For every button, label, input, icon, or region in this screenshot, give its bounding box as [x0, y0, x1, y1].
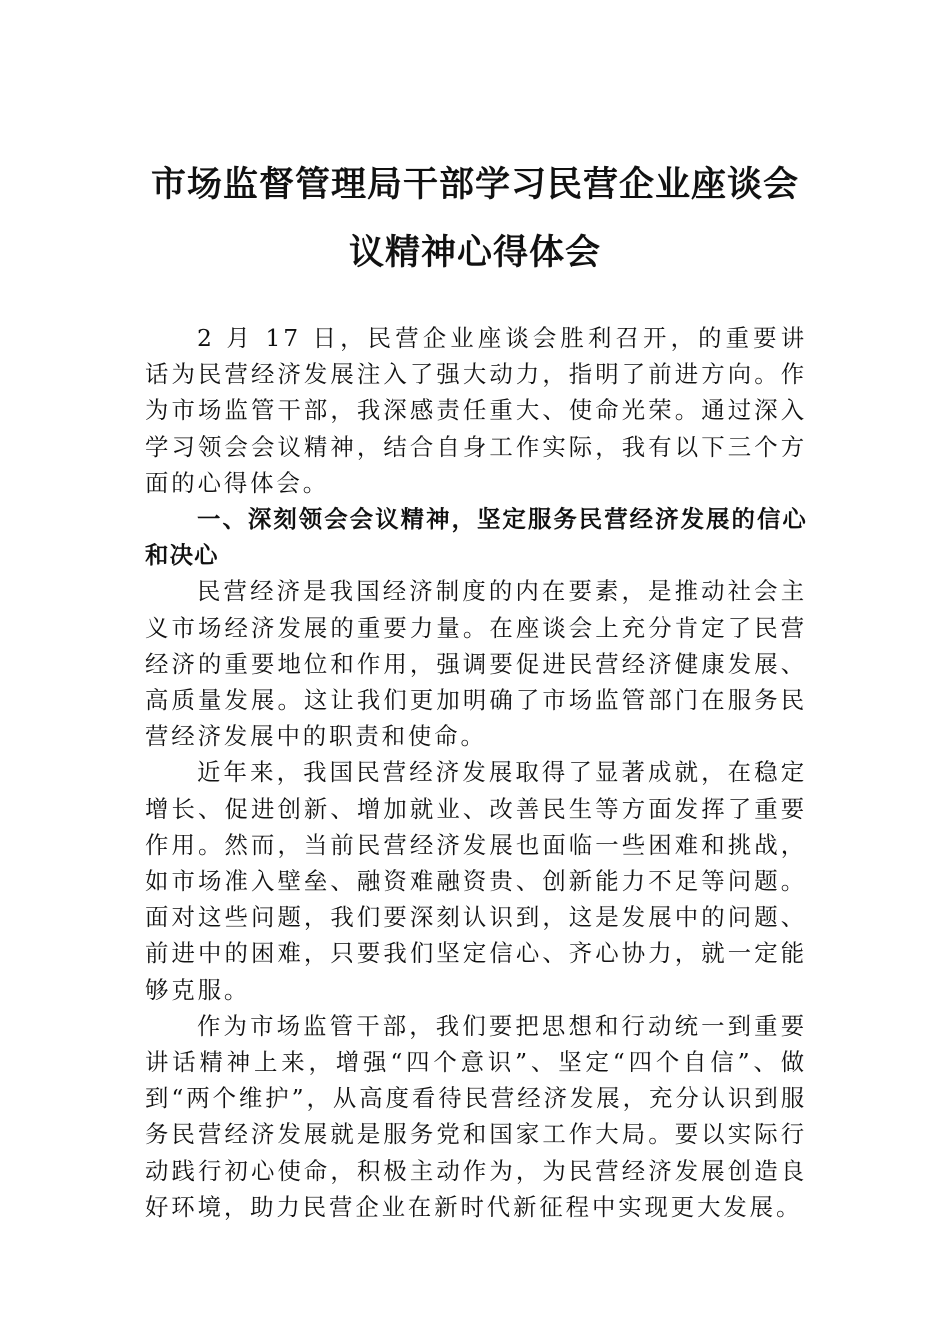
- paragraph-private-economy: 民营经济是我国经济制度的内在要素，是推动社会主义市场经济发展的重要力量。在座谈会上充分肯定了民营经济的重要地位和作用，强调要促进民营经济健康发展、高质量发展。这让我们更加明确了市场监管部门在服务民营经济发展中的职责和使命。: [145, 577, 807, 751]
- paragraph-intro: 2 月 17 日，民营企业座谈会胜利召开，的重要讲话为民营经济发展注入了强大动力，指明了前进方向。作为市场监管干部，我深感责任重大、使命光荣。通过深入学习领会会议精神，结合自身工作实际，我有以下三个方面的心得体会。: [145, 324, 807, 497]
- document-title-line-2: 议精神心得体会: [348, 232, 601, 273]
- document-title-line-1: 市场监督管理局干部学习民营企业座谈会: [150, 164, 799, 205]
- document-body: [145, 320, 807, 1225]
- section-heading-1: 一、深刻领会会议精神，坚定服务民营经济发展的信心和决心: [145, 505, 807, 570]
- paragraph-recent-years: 近年来，我国民营经济发展取得了显著成就，在稳定增长、促进创新、增加就业、改善民生等方面发挥了重要作用。然而，当前民营经济发展也面临一些困难和挑战，如市场准入壁垒、融资难融资贵、创新能力不足等问题。面对这些问题，我们要深刻认识到，这是发展中的问题、前进中的困难，只要我们坚定信心、齐心协力，就一定能够克服。: [145, 758, 807, 1004]
- paragraph-cadre-duty: 作为市场监管干部，我们要把思想和行动统一到重要讲话精神上来，增强“四个意识”、坚定“四个自信”、做到“两个维护”，从高度看待民营经济发展，充分认识到服务民营经济发展就是服务党和国家工作大局。要以实际行动践行初心使命，积极主动作为，为民营经济发展创造良好环境，助力民营企业在新时代新征程中实现更大发展。: [145, 1011, 807, 1221]
